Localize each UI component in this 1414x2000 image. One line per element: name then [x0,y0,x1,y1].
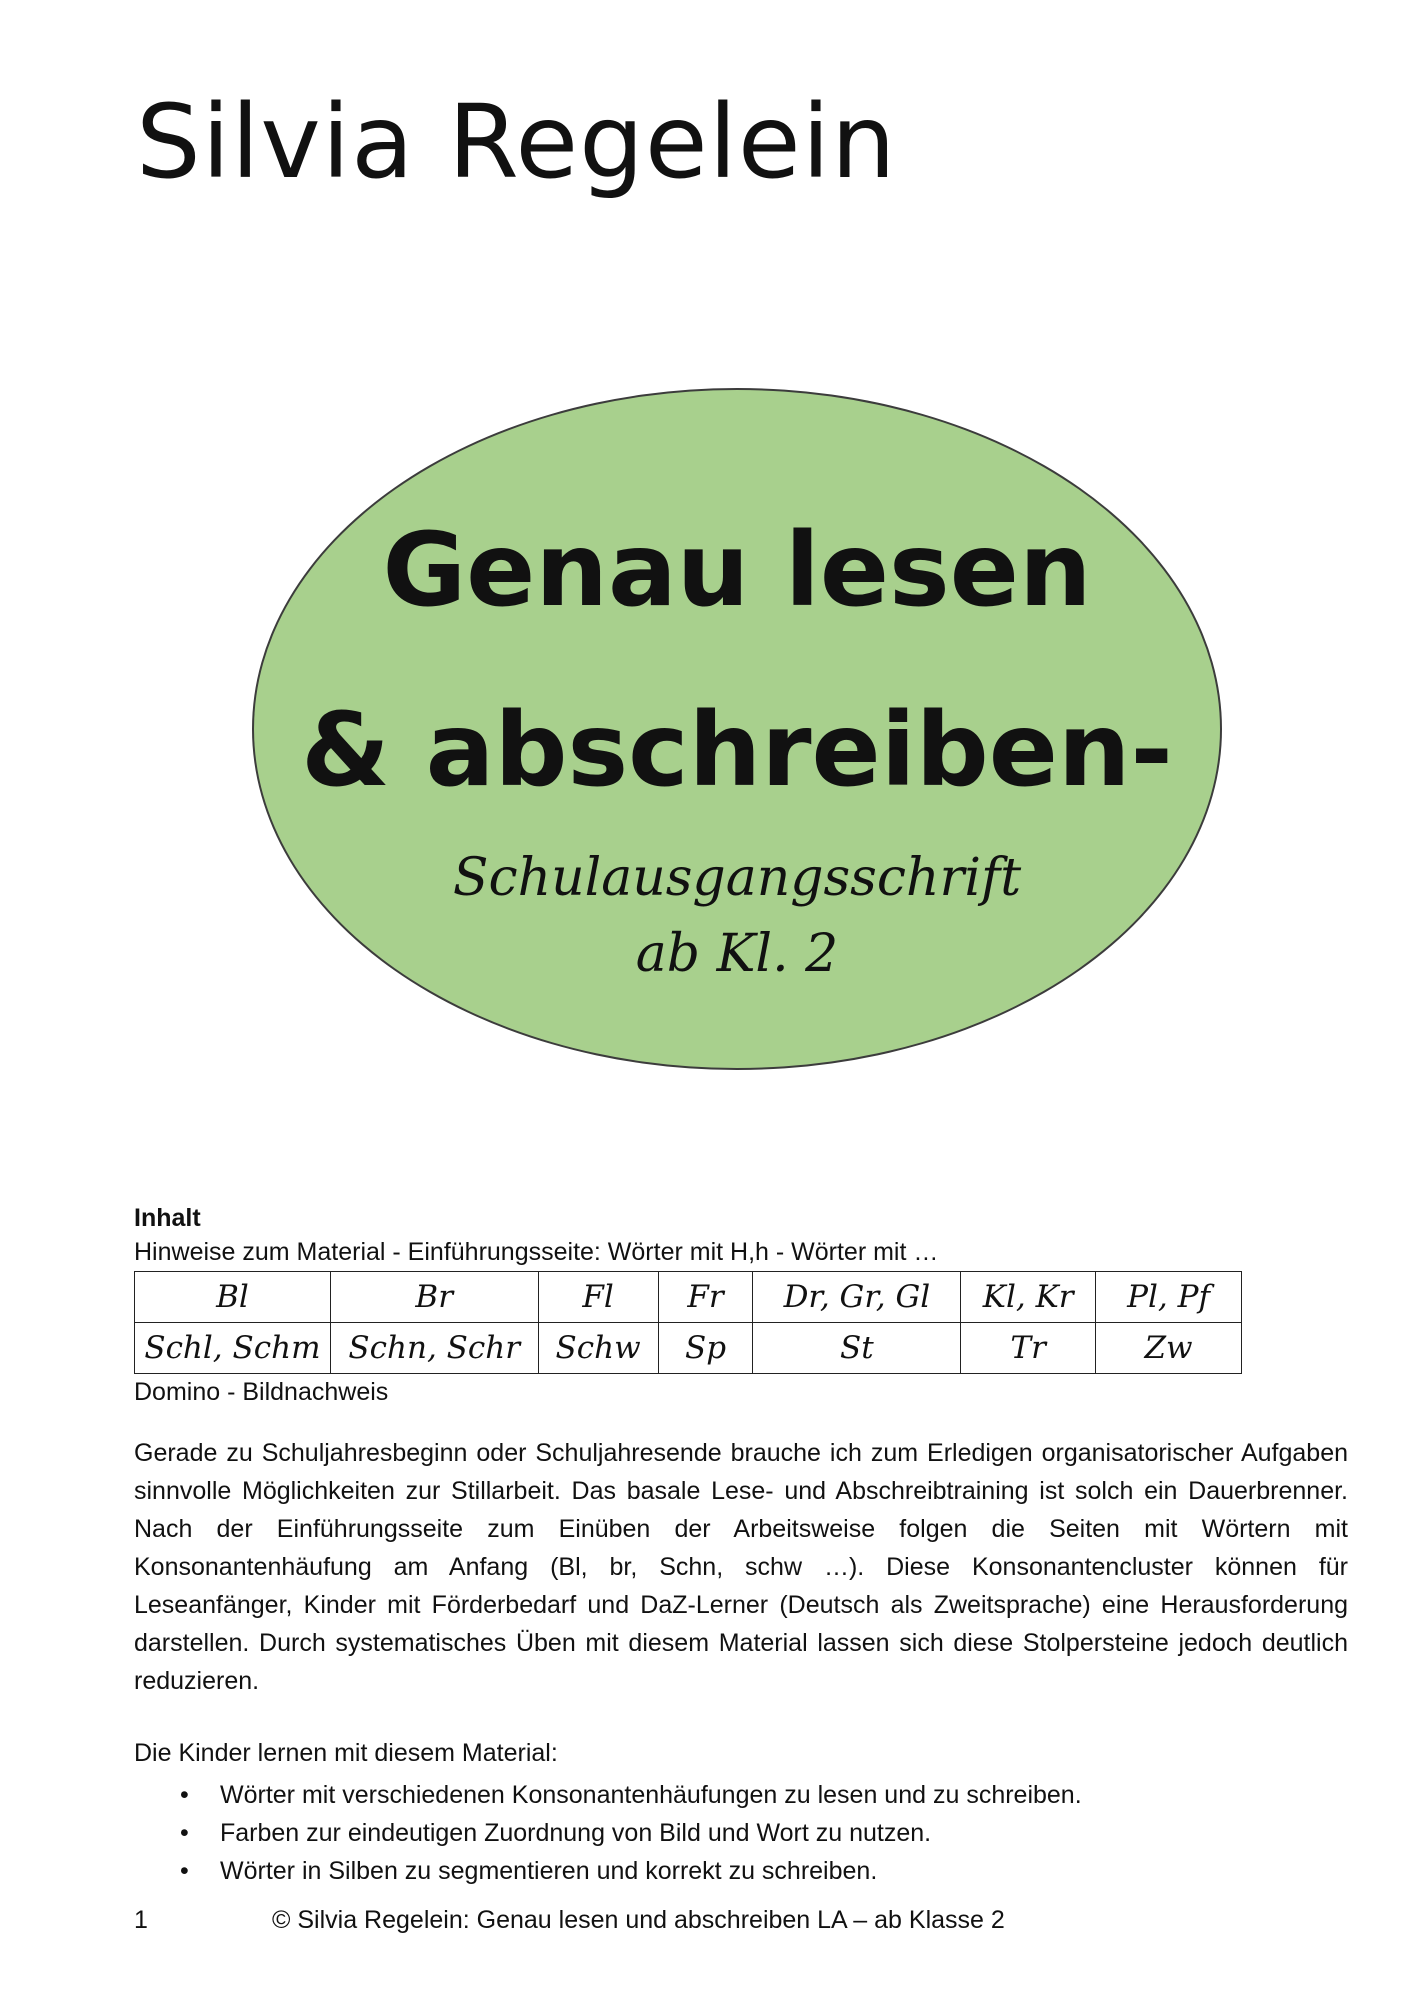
list-item-text: Wörter mit verschiedenen Konsonantenhäufungen zu lesen und zu schreiben. [220,1781,1082,1809]
toc-cell: Zw [1096,1323,1242,1374]
body-paragraph: Gerade zu Schuljahresbeginn oder Schuljahresende brauche ich zum Erledigen organisatorischer Aufgaben sinnvolle Möglichkeiten zur Stillarbeit. Das basale Lese- und Abschreibtraining ist solch ein Dauerbrenner. Nach der Einführungsseite zum Einüben der Arbeitsweise folgen die Seiten mit Wörtern mit Konsonantenhäufung am Anfang (Bl, br, Schn, schw …). Diese Konsonantencluster können für Leseanfänger, Kinder mit Förderbedarf und DaZ-Lerner (Deutsch als Zweitsprache) eine Herausforderung darstellen. Durch systematisches Üben mit diesem Material lassen sich diese Stolpersteine jedoch deutlich reduzieren. [134,1439,1348,1695]
goals-list [134,1776,1082,1890]
title-line-1: Genau lesen [382,511,1092,630]
footer-copyright: © Silvia Regelein: Genau lesen und abschreiben LA – ab Klasse 2 [272,1906,1005,1934]
list-item [180,1852,1082,1890]
subtitle-line-2: ab Kl. 2 [635,924,839,984]
toc-row [135,1272,1242,1323]
bullet: • [180,1819,189,1847]
list-item-text: Farben zur eindeutigen Zuordnung von Bild und Wort zu nutzen. [220,1819,932,1847]
author-name: Silvia Regelein [136,83,897,202]
toc-cell: Tr [961,1323,1096,1374]
toc-table [134,1271,1242,1374]
toc-cell: Fr [658,1272,753,1323]
toc-cell: Schw [538,1323,658,1374]
bullet: • [180,1781,189,1809]
toc-after-line: Domino - Bildnachweis [134,1378,389,1406]
title-line-2: & abschreiben- [301,691,1173,810]
bullet: • [180,1857,189,1885]
page-number: 1 [134,1906,148,1934]
toc-cell: St [753,1323,961,1374]
toc-intro-line: Hinweise zum Material - Einführungsseite: Wörter mit H,h - Wörter mit … [134,1238,939,1266]
list-item [180,1814,1082,1852]
toc-cell: Fl [538,1272,658,1323]
toc-cell: Dr, Gr, Gl [753,1272,961,1323]
toc-cell: Bl [135,1272,331,1323]
toc-cell: Pl, Pf [1096,1272,1242,1323]
list-item [180,1776,1082,1814]
toc-cell: Kl, Kr [961,1272,1096,1323]
toc-row [135,1323,1242,1374]
list-intro: Die Kinder lernen mit diesem Material: [134,1739,558,1767]
toc-heading: Inhalt [134,1204,201,1232]
toc-cell: Schn, Schr [330,1323,538,1374]
toc-cell: Schl, Schm [135,1323,331,1374]
subtitle-line-1: Schulausgangsschrift [452,848,1022,908]
toc-cell: Br [330,1272,538,1323]
toc-cell: Sp [658,1323,753,1374]
list-item-text: Wörter in Silben zu segmentieren und korrekt zu schreiben. [220,1857,878,1885]
